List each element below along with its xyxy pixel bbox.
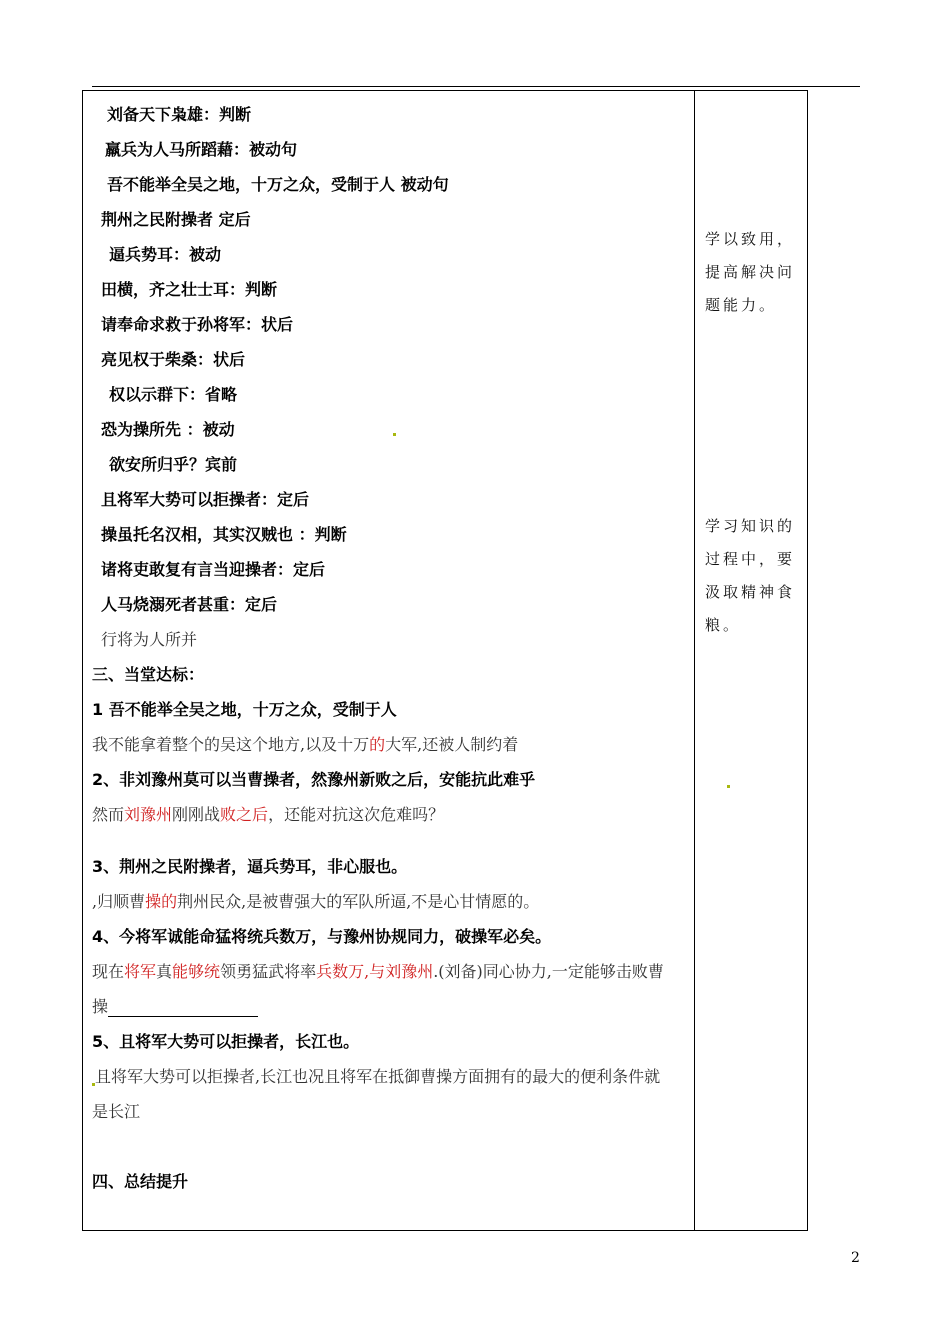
section-4-title: 四、总结提升 <box>92 1172 189 1191</box>
page-number: 2 <box>851 1250 860 1266</box>
answer-text: 真 <box>156 962 173 981</box>
side-note-application: 学以致用，提高解决问题能力。 <box>705 230 796 314</box>
answer-4 <box>92 962 664 982</box>
main-column <box>83 91 694 1230</box>
answer-1 <box>92 735 518 755</box>
highlight-text: 刘豫州 <box>385 962 434 981</box>
highlight-text: 兵数万 <box>316 962 365 981</box>
answer-text: 领勇猛武将率 <box>220 962 317 981</box>
highlight-text: 败之后 <box>220 805 269 824</box>
highlight-text: 将军 <box>124 962 157 981</box>
answer-text: 荆州民众,是被曹强大的军队所逼,不是心甘情愿的。 <box>177 892 540 911</box>
question-2: 2、非刘豫州莫可以当曹操者，然豫州新败之后，安能抗此难乎 <box>92 770 536 789</box>
question-4: 4、今将军诚能命猛将统兵数万，与豫州协规同力，破操军必矣。 <box>92 927 552 946</box>
note-line: 恐为操所先 ：被动 <box>101 420 235 439</box>
answer-text: 然而 <box>92 805 125 824</box>
note-line: 逼兵势耳：被动 <box>109 245 222 264</box>
answer-3 <box>92 892 539 912</box>
answer-text: .(刘备)同心协力,一定能够击败曹 <box>433 962 664 981</box>
mark-dot <box>727 785 730 788</box>
note-line: 亮见权于柴桑：状后 <box>101 350 246 369</box>
header-rule <box>92 86 860 87</box>
question-5: 5、且将军大势可以拒操者，长江也。 <box>92 1032 360 1051</box>
note-line: 刘备天下枭雄：判断 <box>107 105 252 124</box>
answer-text: 操 <box>92 997 109 1016</box>
note-line: 田横，齐之壮士耳：判断 <box>101 280 278 299</box>
note-line: 欲安所归乎？宾前 <box>109 455 238 474</box>
side-column <box>695 91 807 1230</box>
note-line: 且将军大势可以拒操者：定后 <box>101 490 310 509</box>
lesson-table <box>82 90 808 1231</box>
fill-blank <box>108 1000 258 1017</box>
answer-2 <box>92 805 444 825</box>
answer-text: ,归顺曹 <box>92 892 146 911</box>
note-line: 吾不能举全吴之地，十万之众，受制于人 被动句 <box>107 175 449 194</box>
section-3-title: 三、当堂达标： <box>92 665 205 684</box>
highlight-text: 的 <box>369 735 386 754</box>
note-line: 人马烧溺死者甚重：定后 <box>101 595 278 614</box>
note-line: 行将为人所并 <box>101 630 198 649</box>
note-line: 羸兵为人马所蹈藉：被动句 <box>105 140 298 159</box>
mark-dot <box>393 433 396 436</box>
highlight-text: 刘豫州 <box>124 805 173 824</box>
note-line: 权以示群下：省略 <box>109 385 238 404</box>
answer-4-cont <box>92 997 258 1017</box>
note-line: 请奉命求救于孙将军：状后 <box>101 315 294 334</box>
note-line: 操虽托名汉相，其实汉贼也 ：判断 <box>101 525 347 544</box>
side-note-knowledge: 学习知识的过程中，要汲取精神食粮。 <box>705 517 796 634</box>
highlight-text: 操的 <box>145 892 178 911</box>
question-1: 1 吾不能举全吴之地，十万之众，受制于人 <box>92 700 397 719</box>
question-3: 3、荆州之民附操者，逼兵势耳，非心服也。 <box>92 857 408 876</box>
answer-text: ，还能对抗这次危难吗？ <box>268 805 445 824</box>
answer-text: 现在 <box>92 962 125 981</box>
note-line: 诸将吏敢复有言当迎操者：定后 <box>101 560 326 579</box>
answer-5: 且将军大势可以拒操者,长江也况且将军在抵御曹操方面拥有的最大的便利条件就 <box>95 1067 661 1086</box>
answer-5-cont: 是长江 <box>92 1102 141 1121</box>
highlight-text: ,与 <box>364 962 386 981</box>
answer-text: 大军,还被人制约着 <box>385 735 519 754</box>
answer-text: 刚刚战 <box>172 805 221 824</box>
answer-text: 我不能拿着整个的吴这个地方,以及十万 <box>92 735 370 754</box>
highlight-text: 能够统 <box>172 962 221 981</box>
note-line: 荆州之民附操者 定后 <box>101 210 251 229</box>
